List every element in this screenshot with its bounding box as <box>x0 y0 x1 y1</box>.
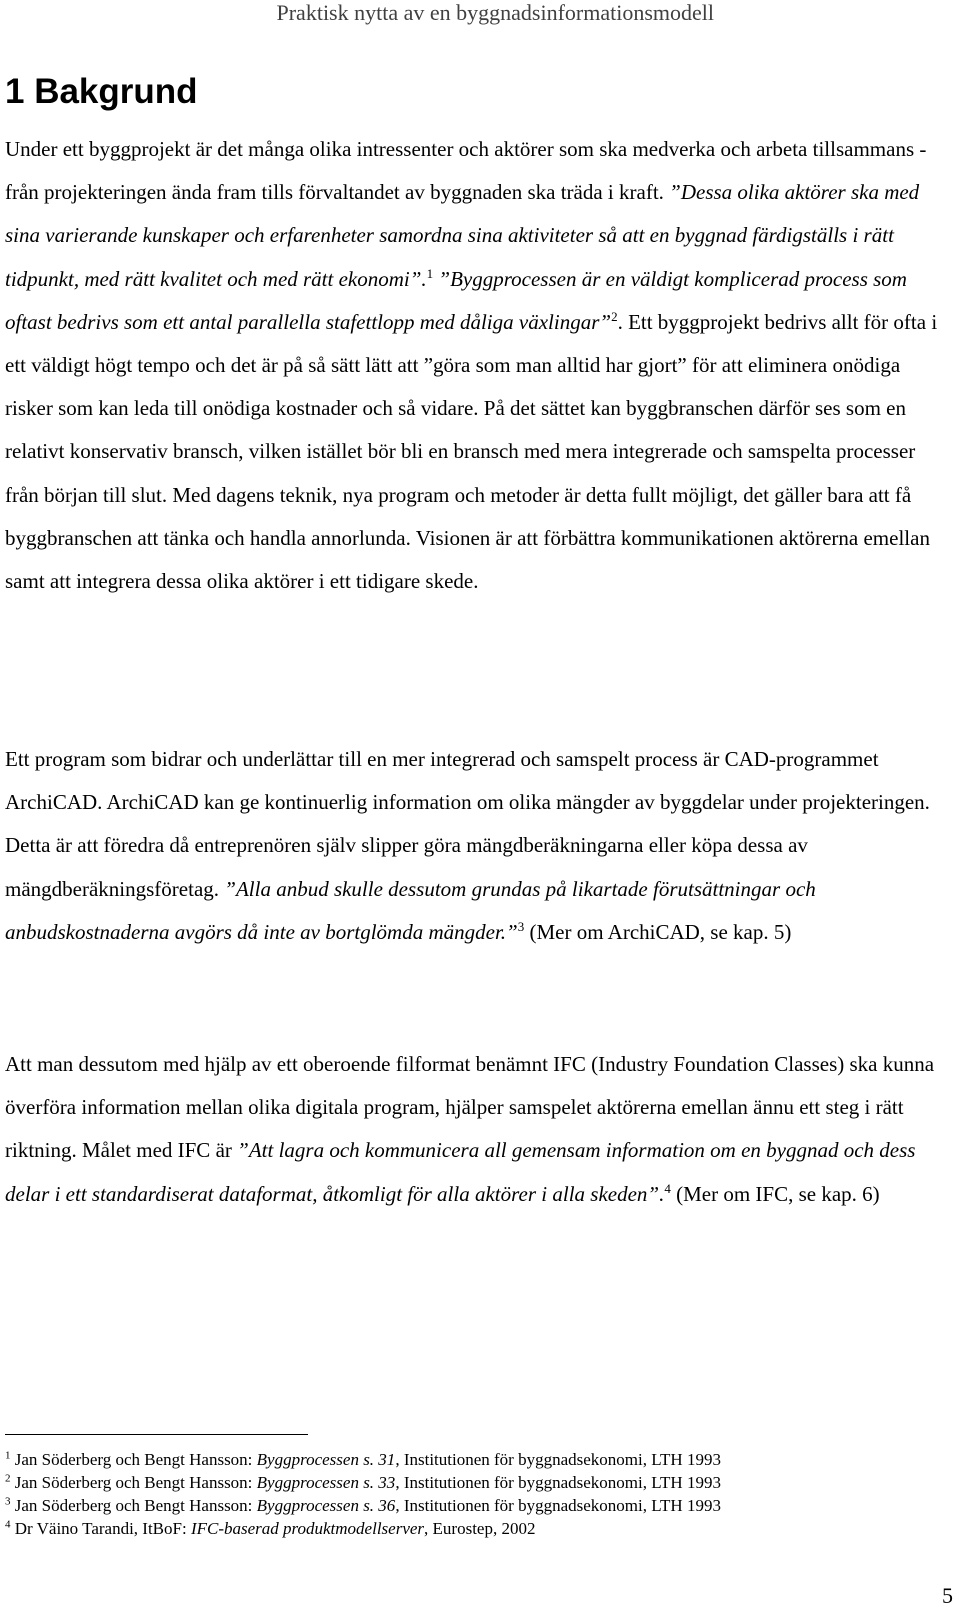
p1-text-1: Under ett byggprojekt är det många olika intressenter och aktörer som ska medverka och arbeta tillsammans - från projekteringen ända fram tills förvaltandet av byggnaden ska träda i kraft. <box>5 137 927 205</box>
page-number: 5 <box>942 1583 953 1608</box>
section-heading: 1 Bakgrund <box>5 72 198 111</box>
footnotes <box>5 1448 935 1540</box>
p3-text-2: (Mer om IFC, se kap. 6) <box>670 1181 880 1206</box>
footnote-title: IFC-baserad produktmodellserver <box>190 1519 425 1538</box>
footnote-1 <box>5 1448 935 1471</box>
footnote-ref-3: 3 <box>517 918 525 934</box>
p1-quote-2: ”Byggprocessen är en väldigt komplicerad process som oftast bedrivs som ett antal parallella stafettlopp med dåliga växlingar” <box>5 266 907 334</box>
footnote-author: Jan Söderberg och Bengt Hansson: <box>14 1450 257 1469</box>
footnote-number: 1 <box>5 1449 11 1462</box>
footnote-title: Byggprocessen s. 31 <box>256 1450 396 1469</box>
p1-quote-1: ”Dessa olika aktörer ska med sina varierande kunskaper och erfarenheter samordna sina aktiviteter så att en byggnad färdigställs i rätt tidpunkt, med rätt kvalitet och med rätt ekonomi”. <box>5 180 920 291</box>
footnote-title: Byggprocessen s. 33 <box>256 1473 396 1492</box>
footnote-separator <box>5 1434 308 1435</box>
footnote-3 <box>5 1494 935 1517</box>
footnote-ref-4: 4 <box>664 1180 671 1196</box>
paragraph-2 <box>5 738 940 954</box>
p3-quote-1: ”Att lagra och kommunicera all gemensam information om en byggnad och dess delar i ett standardiserat dataformat, åtkomligt för alla aktörer i alla skeden”. <box>5 1138 916 1206</box>
footnote-number: 2 <box>5 1472 11 1485</box>
footnote-publisher: , Institutionen för byggnadsekonomi, LTH 1993 <box>395 1450 721 1469</box>
footnote-publisher: , Eurostep, 2002 <box>424 1519 536 1538</box>
p1-text-2: . Ett byggprojekt bedrivs allt för ofta i ett väldigt högt tempo och det är på så sätt lätt att ”göra som man alltid har gjort” för att eliminera onödiga risker som kan leda till onödiga kostnader och så vidare. På det sättet kan byggbranschen därför ses som en relativt konservativ bransch, vilken istället bör bli en bransch med mera integrerade och samspelta processer från början till slut. Med dagens teknik, nya program och metoder är detta fullt möjligt, det gäller bara att få byggbranschen att tänka och handla annorlunda. Visionen är att förbättra kommunikationen aktörerna emellan samt att integrera dessa olika aktörer i ett tidigare skede. <box>5 309 938 594</box>
footnote-author: Dr Väino Tarandi, ItBoF: <box>14 1519 191 1538</box>
footnote-ref-2: 2 <box>611 308 618 324</box>
footnote-2 <box>5 1471 935 1494</box>
footnote-number: 4 <box>5 1518 11 1531</box>
footnote-number: 3 <box>5 1495 11 1508</box>
p2-text-2: (Mer om ArchiCAD, se kap. 5) <box>524 919 792 944</box>
p3-text-1: Att man dessutom med hjälp av ett oberoende filformat benämnt IFC (Industry Foundation Classes) ska kunna överföra information mellan olika digitala program, hjälper samspelet aktörerna emellan ännu ett steg i rätt riktning. Målet med IFC är <box>5 1052 935 1163</box>
running-header: Praktisk nytta av en byggnadsinformationsmodell <box>276 0 714 25</box>
footnote-publisher: , Institutionen för byggnadsekonomi, LTH 1993 <box>395 1496 721 1515</box>
paragraph-3 <box>5 1043 940 1216</box>
footnote-4 <box>5 1517 935 1540</box>
footnote-ref-1: 1 <box>426 265 434 281</box>
footnote-title: Byggprocessen s. 36 <box>256 1496 396 1515</box>
footnote-author: Jan Söderberg och Bengt Hansson: <box>14 1496 257 1515</box>
footnote-author: Jan Söderberg och Bengt Hansson: <box>14 1473 257 1492</box>
paragraph-1 <box>5 128 940 603</box>
p2-text-1: Ett program som bidrar och underlättar till en mer integrerad och samspelt process är CAD-programmet ArchiCAD. ArchiCAD kan ge kontinuerlig information om olika mängder av byggdelar under projekteringen. Detta är att föredra då entreprenören själv slipper göra mängdberäkningarna eller köpa dessa av mängdberäkningsföretag. <box>5 747 930 901</box>
footnote-publisher: , Institutionen för byggnadsekonomi, LTH 1993 <box>395 1473 721 1492</box>
p2-quote-1: ”Alla anbud skulle dessutom grundas på likartade förutsättningar och anbudskostnaderna avgörs då inte av bortglömda mängder.” <box>5 876 816 944</box>
